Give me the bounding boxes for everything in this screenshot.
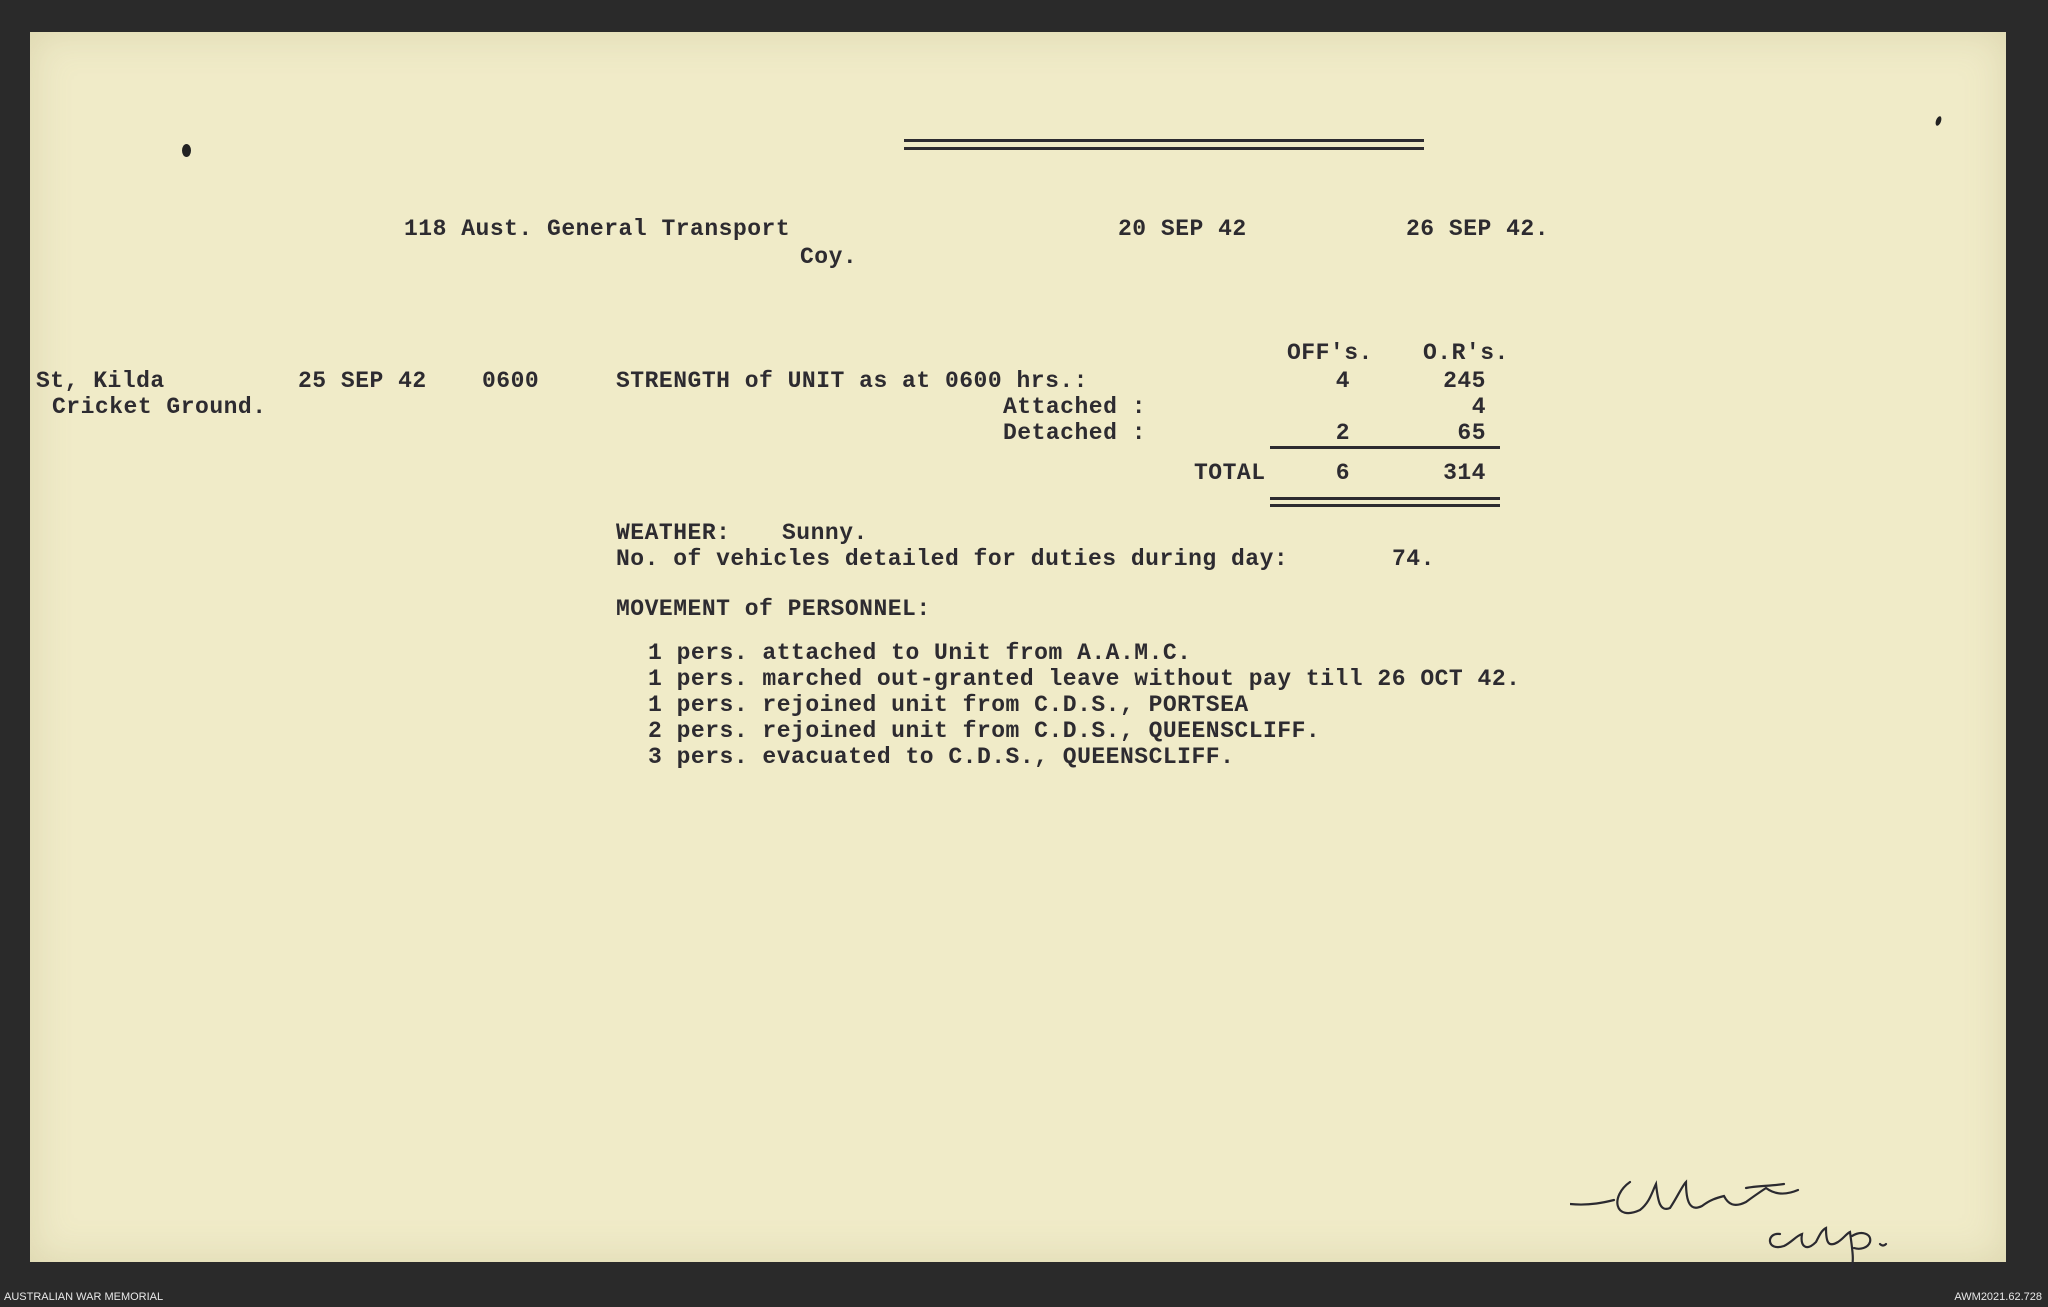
strength-label: STRENGTH of UNIT as at 0600 hrs.: [616,368,1088,394]
movement-item: 1 pers. attached to Unit from A.A.M.C. [648,640,1192,666]
column-header-officers: OFF's. [1287,340,1373,366]
document-page [30,32,2006,1262]
movement-heading: MOVEMENT of PERSONNEL: [616,596,931,622]
punch-mark [182,144,191,157]
vehicles-label: No. of vehicles detailed for duties during day: [616,546,1289,572]
total-officers: 6 [1335,460,1350,486]
top-double-rule-upper [904,139,1424,142]
date-to: 26 SEP 42. [1406,216,1550,242]
detached-officers: 2 [1335,420,1350,446]
movement-item: 1 pers. marched out-granted leave without pay till 26 OCT 42. [648,666,1521,692]
top-double-rule-lower [904,147,1424,150]
attached-label: Attached : [1002,394,1146,420]
movement-item: 3 pers. evacuated to C.D.S., QUEENSCLIFF. [648,744,1235,770]
total-other-ranks: 314 [1443,460,1486,486]
place-line2: Cricket Ground. [52,394,267,420]
movement-item: 1 pers. rejoined unit from C.D.S., PORTSEA [648,692,1249,718]
footer-left: AUSTRALIAN WAR MEMORIAL [4,1291,164,1303]
total-label: TOTAL [1194,460,1266,486]
unit-name-line1: 118 Aust. General Transport [404,216,791,242]
total-double-rule-lower [1270,504,1500,507]
detached-label: Detached : [1002,420,1146,446]
date-from: 20 SEP 42 [1118,216,1247,242]
punch-mark [1934,115,1942,126]
place-line1: St, Kilda [36,368,165,394]
handwritten-signature [1570,1172,1910,1282]
entry-date: 25 SEP 42 [298,368,427,394]
movement-item: 2 pers. rejoined unit from C.D.S., QUEENSCLIFF. [648,718,1321,744]
detached-other-ranks: 65 [1457,420,1486,446]
footer-right: AWM2021.62.728 [1954,1291,2042,1303]
weather-value: Sunny. [782,520,868,546]
total-double-rule-upper [1270,497,1500,500]
weather-label: WEATHER: [616,520,731,546]
vehicles-value: 74. [1392,546,1435,572]
strength-other-ranks: 245 [1443,368,1486,394]
subtotal-rule [1270,446,1500,449]
unit-name-line2: Coy. [800,244,858,270]
strength-officers: 4 [1335,368,1350,394]
entry-time: 0600 [482,368,540,394]
attached-other-ranks: 4 [1471,394,1486,420]
column-header-other-ranks: O.R's. [1423,340,1509,366]
